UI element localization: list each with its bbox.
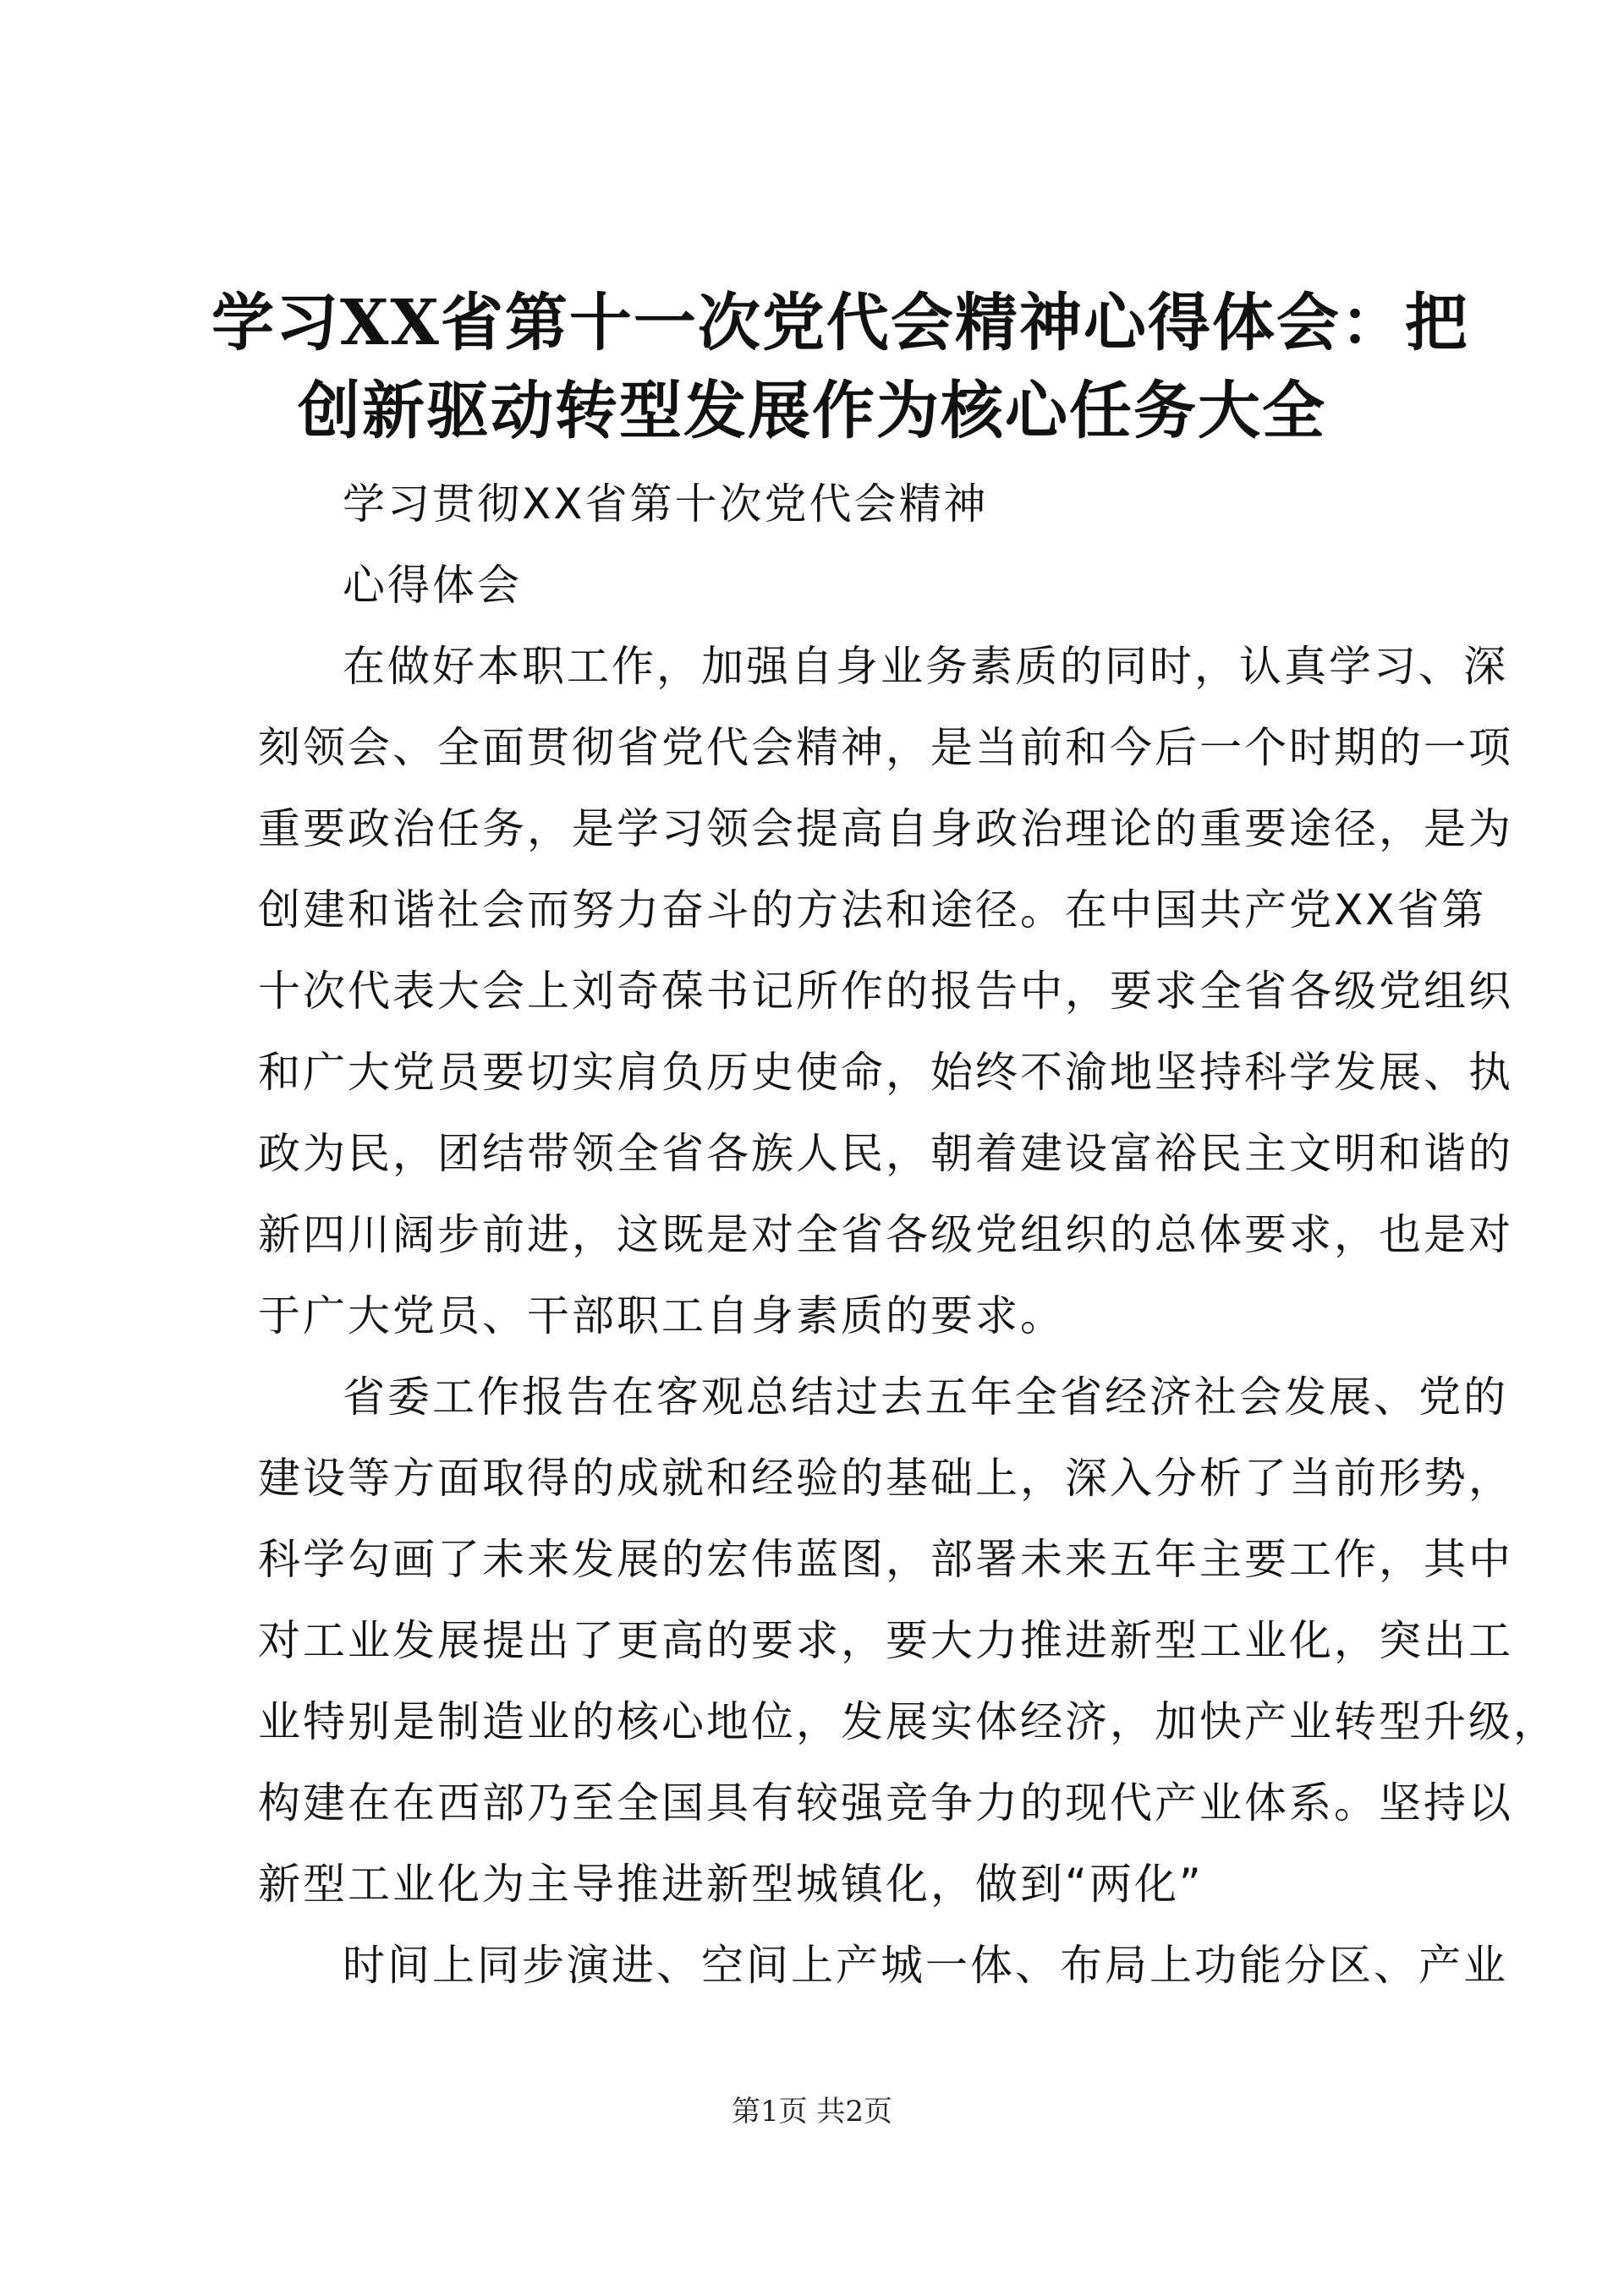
paragraph-line: 科学勾画了未来发展的宏伟蓝图，部署未来五年主要工作，其中 <box>258 1535 1513 1584</box>
paragraph-line: 十次代表大会上刘奇葆书记所作的报告中，要求全省各级党组织 <box>258 967 1513 1016</box>
paragraph-2 <box>258 1356 1558 1925</box>
paragraph-line: 于广大党员、干部职工自身素质的要求。 <box>258 1291 1065 1340</box>
paragraph-line: 新型工业化为主导推进新型城镇化，做到“两化” <box>258 1860 1204 1909</box>
paragraph-line: 在做好本职工作，加强自身业务素质的同时，认真学习、深 <box>343 642 1508 691</box>
subtitle-line-2: 心得体会 <box>343 561 522 610</box>
paragraph-line: 业特别是制造业的核心地位，发展实体经济，加快产业转型升级， <box>258 1697 1558 1746</box>
document-title <box>211 279 1469 455</box>
paragraph-3 <box>258 1925 1508 2006</box>
document-body <box>258 463 1558 2006</box>
paragraph-line: 政为民，团结带领全省各族人民，朝着建设富裕民主文明和谐的 <box>258 1129 1513 1178</box>
paragraph-1 <box>258 626 1513 1356</box>
paragraph-line: 构建在在西部乃至全国具有较强竞争力的现代产业体系。坚持以 <box>258 1778 1513 1827</box>
title-line-2: 创新驱动转型发展作为核心任务大全 <box>298 375 1326 447</box>
paragraph-line: 创建和谐社会而努力奋斗的方法和途径。在中国共产党XX省第 <box>258 885 1487 934</box>
page-footer: 第1页 共2页 <box>731 2095 893 2129</box>
paragraph-line: 对工业发展提出了更高的要求，要大力推进新型工业化，突出工 <box>258 1616 1513 1665</box>
paragraph-line: 新四川阔步前进，这既是对全省各级党组织的总体要求，也是对 <box>258 1210 1513 1259</box>
paragraph-line: 时间上同步演进、空间上产城一体、布局上功能分区、产业 <box>343 1941 1508 1990</box>
paragraph-line: 建设等方面取得的成就和经验的基础上，深入分析了当前形势， <box>258 1454 1513 1503</box>
paragraph-line: 和广大党员要切实肩负历史使命，始终不渝地坚持科学发展、执 <box>258 1048 1513 1097</box>
paragraph-line: 省委工作报告在客观总结过去五年全省经济社会发展、党的 <box>343 1373 1508 1422</box>
subtitle-line-1: 学习贯彻XX省第十次党代会精神 <box>343 479 989 529</box>
title-line-1: 学习XX省第十一次党代会精神心得体会：把 <box>211 287 1469 359</box>
paragraph-line: 重要政治任务，是学习领会提高自身政治理论的重要途径，是为 <box>258 804 1513 853</box>
paragraph-line: 刻领会、全面贯彻省党代会精神，是当前和今后一个时期的一项 <box>258 723 1513 772</box>
